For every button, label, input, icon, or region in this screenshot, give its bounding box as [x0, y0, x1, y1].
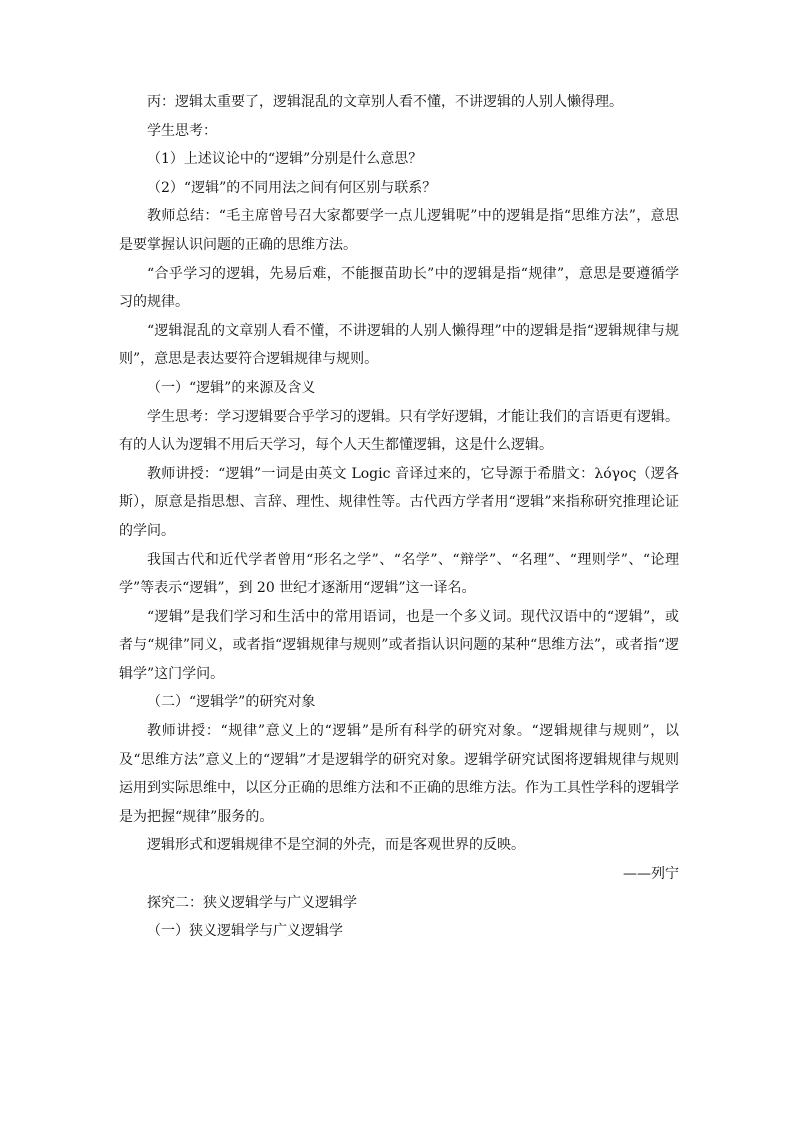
paragraph-teacher-summary: 教师总结：“毛主席曾号召大家都要学一点儿逻辑呢”中的逻辑是指“思维方法”，意思是要掌握认识问题的正确的思维方法。	[119, 208, 679, 253]
subsection-heading-narrow-broad: （一）狭义逻辑学与广义逻辑学	[147, 923, 343, 940]
quote-lenin: 逻辑形式和逻辑规律不是空洞的外壳，而是客观世界的反映。	[147, 837, 525, 854]
paragraph-logic-rules: “逻辑混乱的文章别人看不懂，不讲逻辑的人别人懒得理”中的逻辑是指“逻辑规律与规则”，意思是表达要符合逻辑规律与规则。	[119, 322, 679, 368]
paragraph-learning-logic: “合乎学习的逻辑，先易后难，不能揠苗助长”中的逻辑是指“规律”，意思是要遵循学习的规律。	[119, 265, 679, 311]
paragraph-bing: 丙：逻辑太重要了，逻辑混乱的文章别人看不懂，不讲逻辑的人别人懒得理。	[147, 94, 623, 110]
question-2: （2）“逻辑”的不同用法之间有何区别与联系？	[147, 179, 437, 196]
document-page	[119, 88, 679, 946]
paragraph-student-think-1: 学生思考：	[147, 122, 217, 139]
paragraph-polysemy: “逻辑”是我们学习和生活中的常用语词，也是一个多义词。现代汉语中的“逻辑”，或者与“规律”同义，或者指“逻辑规律与规则”或者指认识问题的某种“思维方法”，或者指“逻辑学”这门学问。	[119, 608, 679, 682]
quote-attribution: ——列宁	[623, 866, 679, 883]
paragraph-chinese-scholars: 我国古代和近代学者曾用“形名之学”、“名学”、“辩学”、“名理”、“理则学”、“论理学”等表示“逻辑”，到 20 世纪才逐渐用“逻辑”这一译名。	[119, 551, 679, 597]
paragraph-student-think-2: 学生思考：学习逻辑要合乎学习的逻辑。只有学好逻辑，才能让我们的言语更有逻辑。有的人认为逻辑不用后天学习，每个人天生都懂逻辑，这是什么逻辑。	[119, 408, 679, 454]
paragraph-teacher-lecture-1: 教师讲授：“逻辑”一词是由英文 Logic 音译过来的，它导源于希腊文：λόγος（逻各斯），原意是指思想、言辞、理性、规律性等。古代西方学者用“逻辑”来指称研究推理论证的学问。	[119, 465, 679, 539]
section-heading-explore-2: 探究二：狭义逻辑学与广义逻辑学	[147, 894, 357, 911]
section-heading-origin: （一）“逻辑”的来源及含义	[147, 379, 316, 396]
section-heading-object: （二）“逻辑学”的研究对象	[147, 694, 316, 711]
paragraph-teacher-lecture-2: 教师讲授：“规律”意义上的“逻辑”是所有科学的研究对象。“逻辑规律与规则”，以及“思维方法”意义上的“逻辑”才是逻辑学的研究对象。逻辑学研究试图将逻辑规律与规则运用到实际思维中，以区分正确的思维方法和不正确的思维方法。作为工具性学科的逻辑学是为把握“规律”服务的。	[119, 723, 679, 825]
question-1: （1）上述议论中的“逻辑”分别是什么意思？	[147, 151, 423, 168]
